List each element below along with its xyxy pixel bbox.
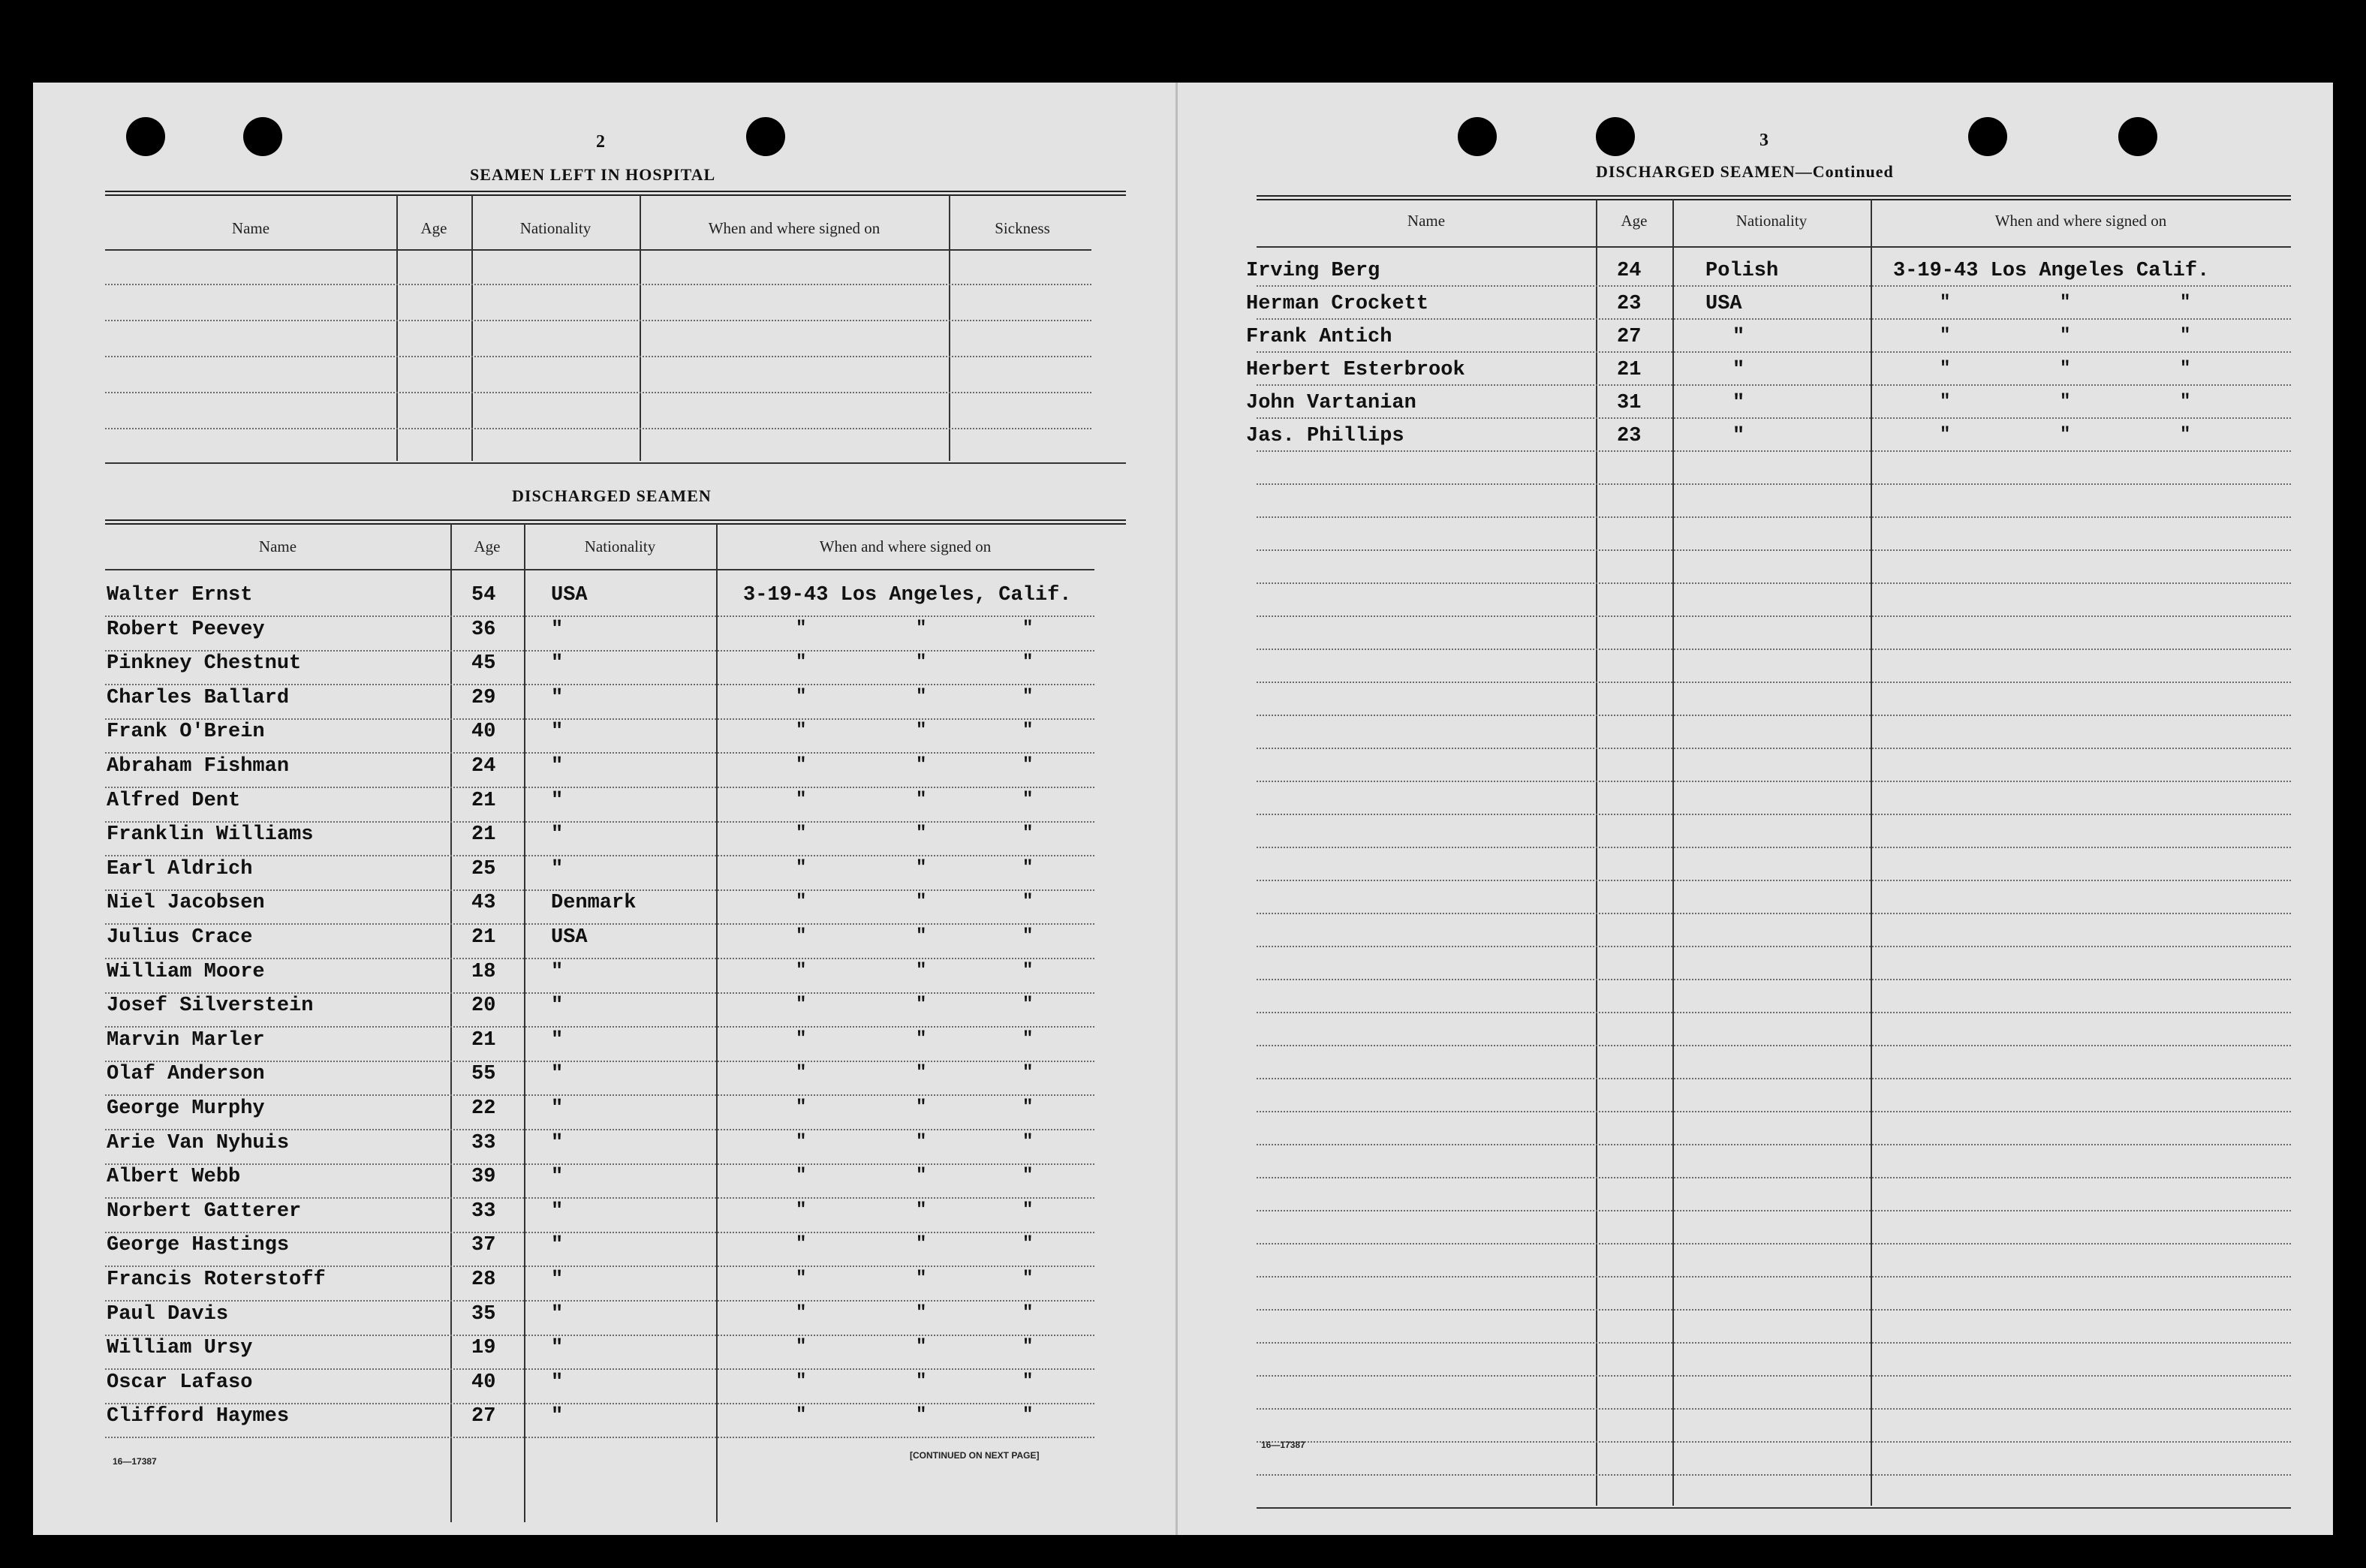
signed-on-ditto: " xyxy=(1940,425,1951,445)
signed-on-ditto: " xyxy=(796,1199,807,1220)
seaman-age: 54 xyxy=(471,584,496,606)
seaman-nationality: " xyxy=(551,721,564,744)
seaman-age: 21 xyxy=(471,823,496,847)
discharged-row-line xyxy=(105,923,1094,925)
continued-row-line xyxy=(1257,516,2291,518)
signed-on-ditto: " xyxy=(2180,392,2191,412)
discharged-row-line xyxy=(105,752,1094,754)
seaman-age: 43 xyxy=(471,892,496,915)
seaman-nationality: " xyxy=(551,1199,564,1223)
discharged-row-line xyxy=(105,958,1094,959)
signed-on-ditto: " xyxy=(2180,326,2191,346)
continued-row-line xyxy=(1257,1144,2291,1145)
hospital-section-title: SEAMEN LEFT IN HOSPITAL xyxy=(470,165,716,184)
signed-on-ditto: " xyxy=(2060,425,2071,445)
signed-on-ditto: " xyxy=(1022,1234,1034,1255)
seaman-age: 21 xyxy=(471,926,496,949)
discharged-title-rule xyxy=(105,519,1126,525)
punch-hole xyxy=(1458,117,1497,156)
signed-on-ditto: " xyxy=(916,892,927,913)
seaman-name: Alfred Dent xyxy=(107,789,241,812)
signed-on-ditto: " xyxy=(796,857,807,878)
discharged-column-rule xyxy=(524,524,525,1522)
seaman-name: Charles Ballard xyxy=(107,686,290,709)
signed-on: 3-19-43 Los Angeles, Calif. xyxy=(743,584,1072,606)
continued-row-line xyxy=(1257,417,2291,419)
seaman-name: Frank O'Brein xyxy=(107,721,265,744)
seaman-nationality: " xyxy=(551,1234,564,1257)
signed-on-ditto: " xyxy=(796,686,807,707)
continued-row-line xyxy=(1257,384,2291,386)
signed-on-ditto: " xyxy=(1022,1302,1034,1323)
seaman-name: Oscar Lafaso xyxy=(107,1371,253,1394)
seaman-nationality: USA xyxy=(551,584,588,606)
signed-on-ditto: " xyxy=(796,960,807,981)
page-fold xyxy=(1175,83,1178,1535)
continued-row-line xyxy=(1257,1342,2291,1344)
continued-row-line xyxy=(1257,285,2291,287)
discharged-column-header: Name xyxy=(258,537,297,555)
continued-row-line xyxy=(1257,549,2291,551)
seaman-age: 35 xyxy=(471,1302,496,1326)
seaman-nationality: " xyxy=(551,995,564,1018)
continued-row-line xyxy=(1257,1078,2291,1079)
hospital-row-line xyxy=(105,356,1091,357)
continued-row-line xyxy=(1257,715,2291,716)
signed-on-ditto: " xyxy=(1022,1097,1034,1118)
seaman-nationality: " xyxy=(551,857,564,880)
signed-on-ditto: " xyxy=(916,926,927,947)
continued-title-rule xyxy=(1257,195,2291,200)
signed-on-ditto: " xyxy=(1022,892,1034,913)
seaman-age: 45 xyxy=(471,652,496,676)
continued-row-line xyxy=(1257,847,2291,848)
seaman-age: 21 xyxy=(1617,359,1642,381)
seaman-age: 22 xyxy=(471,1097,496,1120)
discharged-row-line xyxy=(105,1335,1094,1336)
signed-on-ditto: " xyxy=(1022,1337,1034,1358)
punch-hole xyxy=(746,117,785,156)
hospital-column-header: Nationality xyxy=(519,219,592,237)
signed-on-ditto: " xyxy=(1022,1166,1034,1187)
continued-row-line xyxy=(1257,615,2291,617)
signed-on-ditto: " xyxy=(796,1302,807,1323)
continued-note: [CONTINUED ON NEXT PAGE] xyxy=(910,1450,1040,1461)
discharged-row-line xyxy=(105,1129,1094,1130)
seaman-nationality: " xyxy=(551,618,564,641)
signed-on-ditto: " xyxy=(796,1063,807,1084)
signed-on-ditto: " xyxy=(2180,359,2191,379)
seaman-nationality: USA xyxy=(1705,293,1742,315)
signed-on-ditto: " xyxy=(916,721,927,742)
seaman-name: Olaf Anderson xyxy=(107,1063,265,1086)
signed-on-ditto: " xyxy=(1022,857,1034,878)
seaman-nationality: " xyxy=(1732,359,1745,381)
seaman-age: 21 xyxy=(471,1028,496,1052)
signed-on-ditto: " xyxy=(1022,823,1034,844)
continued-row-line xyxy=(1257,781,2291,782)
seaman-age: 23 xyxy=(1617,293,1642,315)
continued-row-line xyxy=(1257,1276,2291,1278)
signed-on-ditto: " xyxy=(916,618,927,639)
signed-on-ditto: " xyxy=(2060,293,2071,313)
signed-on-ditto: " xyxy=(796,995,807,1016)
signed-on-ditto: " xyxy=(916,960,927,981)
punch-hole xyxy=(243,117,282,156)
seaman-age: 25 xyxy=(471,857,496,880)
signed-on-ditto: " xyxy=(916,1199,927,1220)
seaman-nationality: " xyxy=(1732,326,1745,348)
seaman-name: George Murphy xyxy=(107,1097,265,1120)
signed-on-ditto: " xyxy=(916,1234,927,1255)
seaman-name: Marvin Marler xyxy=(107,1028,265,1052)
hospital-row-line xyxy=(105,392,1091,393)
continued-column-header: Name xyxy=(1407,212,1446,230)
continued-row-line xyxy=(1257,1474,2291,1476)
seaman-nationality: " xyxy=(551,652,564,676)
seaman-name: Julius Crace xyxy=(107,926,253,949)
punch-hole xyxy=(2118,117,2157,156)
hospital-row-line xyxy=(105,320,1091,321)
signed-on-ditto: " xyxy=(916,1371,927,1392)
hospital-column-header: Name xyxy=(231,219,270,237)
signed-on-ditto: " xyxy=(1022,1063,1034,1084)
continued-column-header: When and where signed on xyxy=(1994,212,2167,230)
seaman-age: 28 xyxy=(471,1269,496,1291)
seaman-nationality: " xyxy=(551,1405,564,1428)
hospital-row-line xyxy=(105,428,1091,429)
seaman-name: John Vartanian xyxy=(1246,392,1416,414)
continued-header-rule xyxy=(1257,246,2291,248)
punch-hole xyxy=(1596,117,1635,156)
seaman-name: Jas. Phillips xyxy=(1246,425,1404,447)
signed-on-ditto: " xyxy=(1022,755,1034,775)
seaman-age: 33 xyxy=(471,1199,496,1223)
signed-on-ditto: " xyxy=(2060,359,2071,379)
signed-on-ditto: " xyxy=(2060,326,2071,346)
signed-on-ditto: " xyxy=(1940,293,1951,313)
signed-on-ditto: " xyxy=(1022,686,1034,707)
discharged-row-line xyxy=(105,1437,1094,1438)
seaman-nationality: " xyxy=(551,1269,564,1291)
continued-row-line xyxy=(1257,1309,2291,1311)
seaman-name: Irving Berg xyxy=(1246,260,1380,282)
signed-on-ditto: " xyxy=(1022,1028,1034,1049)
seaman-name: Norbert Gatterer xyxy=(107,1199,302,1223)
discharged-row-line xyxy=(105,855,1094,856)
discharged-row-line xyxy=(105,889,1094,891)
seaman-age: 39 xyxy=(471,1166,496,1189)
seaman-name: Frank Antich xyxy=(1246,326,1392,348)
seaman-name: George Hastings xyxy=(107,1234,290,1257)
seaman-age: 20 xyxy=(471,995,496,1018)
continued-row-line xyxy=(1257,1210,2291,1211)
signed-on-ditto: " xyxy=(1022,789,1034,810)
seaman-age: 18 xyxy=(471,960,496,983)
signed-on-ditto: " xyxy=(1940,392,1951,412)
discharged-row-line xyxy=(105,718,1094,720)
seaman-name: Abraham Fishman xyxy=(107,755,290,778)
seaman-nationality: Denmark xyxy=(551,892,637,915)
seaman-age: 23 xyxy=(1617,425,1642,447)
seaman-name: Albert Webb xyxy=(107,1166,241,1189)
signed-on-ditto: " xyxy=(796,1337,807,1358)
seaman-name: Herman Crockett xyxy=(1246,293,1429,315)
signed-on-ditto: " xyxy=(796,1234,807,1255)
discharged-row-line xyxy=(105,684,1094,685)
form-number: 16—17387 xyxy=(1261,1440,1305,1450)
seaman-nationality: " xyxy=(551,960,564,983)
hospital-bottom-rule xyxy=(105,462,1126,464)
continued-row-line xyxy=(1257,682,2291,683)
continued-column-header: Age xyxy=(1621,212,1648,230)
continued-row-line xyxy=(1257,814,2291,815)
continued-row-line xyxy=(1257,483,2291,485)
signed-on-ditto: " xyxy=(916,1097,927,1118)
discharged-row-line xyxy=(105,1266,1094,1267)
signed-on-ditto: " xyxy=(916,857,927,878)
discharged-row-line xyxy=(105,1197,1094,1199)
signed-on-ditto: " xyxy=(2180,293,2191,313)
signed-on-ditto: " xyxy=(796,652,807,673)
seaman-name: William Ursy xyxy=(107,1337,253,1360)
discharged-header-rule xyxy=(105,569,1094,570)
signed-on-ditto: " xyxy=(1022,652,1034,673)
continued-row-line xyxy=(1257,1111,2291,1112)
signed-on-ditto: " xyxy=(916,1269,927,1289)
seaman-nationality: " xyxy=(551,1028,564,1052)
seaman-name: William Moore xyxy=(107,960,265,983)
continued-row-line xyxy=(1257,649,2291,650)
seaman-nationality: " xyxy=(551,755,564,778)
discharged-row-line xyxy=(105,787,1094,788)
hospital-column-header: When and where signed on xyxy=(708,219,880,237)
seaman-age: 33 xyxy=(471,1131,496,1154)
seaman-nationality: " xyxy=(551,686,564,709)
continued-row-line xyxy=(1257,450,2291,452)
signed-on-ditto: " xyxy=(916,789,927,810)
continued-row-line xyxy=(1257,1243,2291,1244)
seaman-name: Josef Silverstein xyxy=(107,995,314,1018)
signed-on-ditto: " xyxy=(796,823,807,844)
signed-on-ditto: " xyxy=(916,823,927,844)
signed-on-ditto: " xyxy=(1022,1405,1034,1426)
signed-on-ditto: " xyxy=(1022,618,1034,639)
page-number: 3 xyxy=(1759,131,1768,150)
signed-on-ditto: " xyxy=(916,1131,927,1152)
continued-row-line xyxy=(1257,1375,2291,1377)
document-sheet xyxy=(33,83,2333,1535)
discharged-row-line xyxy=(105,1163,1094,1165)
seaman-age: 21 xyxy=(471,789,496,812)
signed-on-ditto: " xyxy=(1022,995,1034,1016)
seaman-age: 24 xyxy=(471,755,496,778)
seaman-age: 55 xyxy=(471,1063,496,1086)
signed-on-ditto: " xyxy=(916,1166,927,1187)
seaman-nationality: " xyxy=(551,1337,564,1360)
signed-on-ditto: " xyxy=(916,686,927,707)
seaman-nationality: " xyxy=(551,1131,564,1154)
signed-on-ditto: " xyxy=(796,926,807,947)
discharged-column-header: Age xyxy=(474,537,501,555)
discharged-row-line xyxy=(105,1094,1094,1096)
signed-on-ditto: " xyxy=(1940,326,1951,346)
seaman-name: Arie Van Nyhuis xyxy=(107,1131,290,1154)
form-number: 16—17387 xyxy=(113,1456,157,1467)
continued-row-line xyxy=(1257,1177,2291,1178)
signed-on-ditto: " xyxy=(796,1405,807,1426)
signed-on-ditto: " xyxy=(796,1097,807,1118)
continued-bottom-rule xyxy=(1257,1507,2291,1509)
discharged-section-title: DISCHARGED SEAMEN xyxy=(512,486,712,505)
seaman-nationality: " xyxy=(551,1063,564,1086)
punch-hole xyxy=(1968,117,2007,156)
discharged-row-line xyxy=(105,1026,1094,1028)
signed-on-ditto: " xyxy=(796,1269,807,1289)
discharged-row-line xyxy=(105,1403,1094,1404)
signed-on-ditto: " xyxy=(796,618,807,639)
seaman-nationality: USA xyxy=(551,926,588,949)
seaman-nationality: " xyxy=(551,1166,564,1189)
signed-on-ditto: " xyxy=(2060,392,2071,412)
discharged-row-line xyxy=(105,1368,1094,1370)
continued-row-line xyxy=(1257,913,2291,914)
signed-on-ditto: " xyxy=(1022,960,1034,981)
seaman-nationality: " xyxy=(551,1302,564,1326)
signed-on-ditto: " xyxy=(1022,1199,1034,1220)
discharged-column-rule xyxy=(716,524,718,1522)
continued-row-line xyxy=(1257,1045,2291,1046)
continued-row-line xyxy=(1257,318,2291,320)
signed-on-ditto: " xyxy=(1022,721,1034,742)
continued-column-header: Nationality xyxy=(1735,212,1808,230)
seaman-name: Clifford Haymes xyxy=(107,1405,290,1428)
hospital-column-header: Sickness xyxy=(995,219,1050,237)
continued-row-line xyxy=(1257,351,2291,353)
signed-on-ditto: " xyxy=(796,755,807,775)
signed-on: 3-19-43 Los Angeles Calif. xyxy=(1893,260,2210,282)
seaman-age: 19 xyxy=(471,1337,496,1360)
hospital-header-rule xyxy=(105,249,1091,251)
continued-row-line xyxy=(1257,1408,2291,1410)
discharged-row-line xyxy=(105,1232,1094,1233)
signed-on-ditto: " xyxy=(916,995,927,1016)
seaman-nationality: " xyxy=(1732,425,1745,447)
seaman-age: 27 xyxy=(471,1405,496,1428)
seaman-age: 37 xyxy=(471,1234,496,1257)
seaman-nationality: " xyxy=(551,1097,564,1120)
continued-row-line xyxy=(1257,748,2291,749)
seaman-nationality: " xyxy=(1732,392,1745,414)
signed-on-ditto: " xyxy=(1940,359,1951,379)
signed-on-ditto: " xyxy=(916,1302,927,1323)
signed-on-ditto: " xyxy=(916,652,927,673)
seaman-name: Niel Jacobsen xyxy=(107,892,265,915)
punch-hole xyxy=(126,117,165,156)
signed-on-ditto: " xyxy=(1022,1131,1034,1152)
signed-on-ditto: " xyxy=(1022,1371,1034,1392)
seaman-age: 27 xyxy=(1617,326,1642,348)
continued-row-line xyxy=(1257,946,2291,947)
seaman-age: 40 xyxy=(471,1371,496,1394)
discharged-row-line xyxy=(105,615,1094,617)
seaman-age: 40 xyxy=(471,721,496,744)
seaman-name: Francis Roterstoff xyxy=(107,1269,326,1291)
discharged-row-line xyxy=(105,1300,1094,1302)
discharged-column-header: Nationality xyxy=(584,537,656,555)
seaman-name: Robert Peevey xyxy=(107,618,265,641)
hospital-row-line xyxy=(105,284,1091,285)
seaman-name: Herbert Esterbrook xyxy=(1246,359,1465,381)
signed-on-ditto: " xyxy=(796,789,807,810)
signed-on-ditto: " xyxy=(916,755,927,775)
signed-on-ditto: " xyxy=(2180,425,2191,445)
signed-on-ditto: " xyxy=(1022,1269,1034,1289)
seaman-name: Paul Davis xyxy=(107,1302,229,1326)
seaman-age: 31 xyxy=(1617,392,1642,414)
discharged-row-line xyxy=(105,650,1094,652)
hospital-column-header: Age xyxy=(420,219,447,237)
seaman-age: 36 xyxy=(471,618,496,641)
continued-section-title: DISCHARGED SEAMEN—Continued xyxy=(1596,162,1894,181)
continued-row-line xyxy=(1257,582,2291,584)
signed-on-ditto: " xyxy=(796,1131,807,1152)
discharged-row-line xyxy=(105,821,1094,823)
signed-on-ditto: " xyxy=(916,1337,927,1358)
seaman-name: Franklin Williams xyxy=(107,823,314,847)
seaman-name: Walter Ernst xyxy=(107,584,253,606)
discharged-column-header: When and where signed on xyxy=(819,537,992,555)
signed-on-ditto: " xyxy=(796,721,807,742)
seaman-age: 24 xyxy=(1617,260,1642,282)
signed-on-ditto: " xyxy=(796,1166,807,1187)
continued-row-line xyxy=(1257,1441,2291,1443)
signed-on-ditto: " xyxy=(796,892,807,913)
page-number: 2 xyxy=(596,132,605,152)
discharged-row-line xyxy=(105,992,1094,994)
signed-on-ditto: " xyxy=(916,1405,927,1426)
discharged-row-line xyxy=(105,1061,1094,1062)
seaman-nationality: " xyxy=(551,823,564,847)
continued-row-line xyxy=(1257,1012,2291,1013)
seaman-age: 29 xyxy=(471,686,496,709)
continued-row-line xyxy=(1257,880,2291,881)
seaman-nationality: " xyxy=(551,789,564,812)
signed-on-ditto: " xyxy=(796,1028,807,1049)
seaman-name: Pinkney Chestnut xyxy=(107,652,302,676)
discharged-column-rule xyxy=(450,524,452,1522)
seaman-nationality: " xyxy=(551,1371,564,1394)
hospital-title-rule xyxy=(105,191,1126,196)
continued-row-line xyxy=(1257,979,2291,980)
seaman-nationality: Polish xyxy=(1705,260,1779,282)
signed-on-ditto: " xyxy=(916,1063,927,1084)
signed-on-ditto: " xyxy=(1022,926,1034,947)
seaman-name: Earl Aldrich xyxy=(107,857,253,880)
signed-on-ditto: " xyxy=(796,1371,807,1392)
signed-on-ditto: " xyxy=(916,1028,927,1049)
